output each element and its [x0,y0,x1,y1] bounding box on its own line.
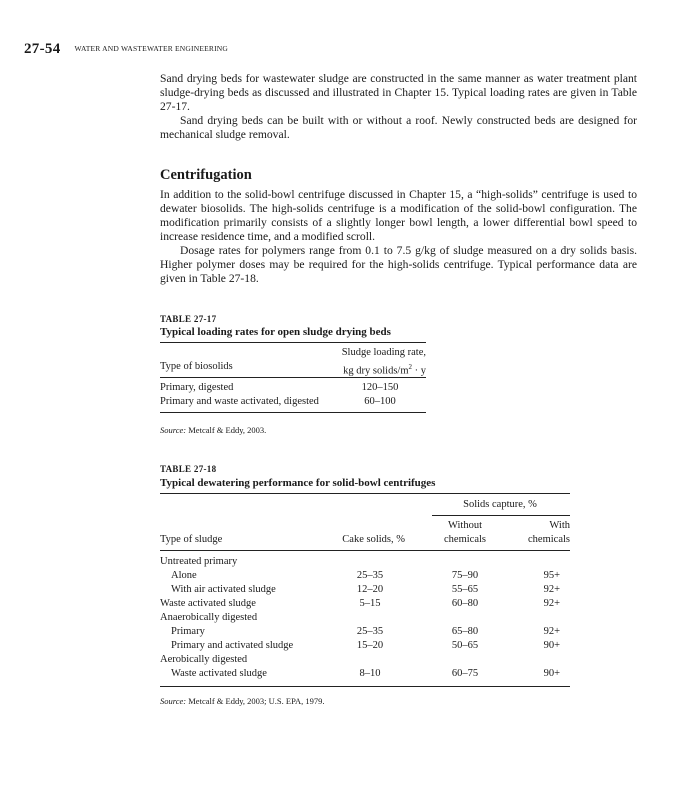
table-18-row-2-cake: 25–35 [356,570,384,581]
table-18-bottom-rule [160,686,570,687]
table-18-top-rule [160,493,570,494]
table-18-row-2-type: Alone [171,570,197,581]
table-18-row-9-cake: 8–10 [359,668,381,679]
table-18-col-without-header-1: Without [448,520,482,531]
table-18-source-label: Source: [160,696,187,706]
table-18-col-without-header-2: chemicals [444,534,486,545]
table-18-col-type-header: Type of sludge [160,534,223,545]
table-18-source-text: Metcalf & Eddy, 2003; U.S. EPA, 1979. [186,696,325,706]
table-18-row-1-type: Untreated primary [160,556,238,567]
table-18-header-rule [160,550,570,551]
table-17-col-type-header: Type of biosolids [160,361,233,372]
table-18-col-cake-header: Cake solids, % [342,534,405,545]
table-18-row-5-type: Anaerobically digested [160,612,258,623]
running-head: WATER AND WASTEWATER ENGINEERING [74,44,229,53]
centrifugation-paragraph-2: Dosage rates for polymers range from 0.1 to 7.5 g/kg of sludge measured on a dry solids basis. Higher polymer doses may be required for the high-solids centrifuge. Typical performance data are given in Table 27-18. [160,244,637,285]
table-17-col-rate-header-1: Sludge loading rate, [341,347,426,358]
table-17-row-2-rate: 60–100 [364,396,396,407]
intro-paragraph-2: Sand drying beds can be built with or without a roof. Newly constructed beds are designed for mechanical sludge removal. [160,114,637,141]
table-17-source [160,425,266,435]
table-18-row-6-cake: 25–35 [356,626,384,637]
table-18-span-header: Solids capture, % [463,499,537,510]
table-18-row-3-cake: 12–20 [356,584,384,595]
table-18-row-7-with: 90+ [543,640,560,651]
table-17-row-1-type: Primary, digested [160,382,234,393]
intro-text [160,72,637,142]
table-18-row-6-with: 92+ [543,626,560,637]
table-18-row-8-type: Aerobically digested [160,654,248,665]
section-title: Centrifugation [160,167,252,183]
table-18-row-2-with: 95+ [543,570,560,581]
table-18-row-4-with: 92+ [543,598,560,609]
table-18-row-7-without: 50–65 [451,640,479,651]
table-17-title: Typical loading rates for open sludge drying beds [160,326,391,338]
table-18-source [160,696,325,706]
table-18-row-2-without: 75–90 [451,570,479,581]
table-18-row-9-type: Waste activated sludge [171,668,267,679]
table-18-title: Typical dewatering performance for solid-bowl centrifuges [160,477,436,489]
table-18-row-3-with: 92+ [543,584,560,595]
intro-paragraph-1: Sand drying beds for wastewater sludge are constructed in the same manner as water treatment plant sludge-drying beds as discussed and illustrated in Chapter 15. Typical loading rates are given in Table 27-17. [160,72,637,113]
table-17-col-rate-header-2 [300,361,426,378]
table-18-row-4-cake: 5–15 [359,598,381,609]
table-17-rate-unit: kg dry solids/m [343,365,409,377]
table-18-row-6-without: 65–80 [451,626,479,637]
table-17-row-2-type: Primary and waste activated, digested [160,396,319,407]
table-18-row-7-type: Primary and activated sludge [171,640,294,651]
table-18-row-3-without: 55–65 [451,584,479,595]
table-17-top-rule [160,342,426,343]
page-header [24,40,228,56]
table-17-label: TABLE 27-17 [160,314,217,324]
table-18-row-9-without: 60–75 [451,668,479,679]
table-18-row-4-type: Waste activated sludge [160,598,256,609]
table-18-row-6-type: Primary [171,626,205,637]
table-18-span-rule [432,515,570,516]
table-18-label: TABLE 27-18 [160,464,217,474]
table-17-rate-per-year: · y [412,365,426,377]
table-17-bottom-rule [160,412,426,413]
table-17-row-1-rate: 120–150 [361,382,399,393]
table-18-row-9-with: 90+ [543,668,560,679]
page-number: 27-54 [24,41,61,57]
table-17-rate-exponent: 2 [408,363,412,371]
table-17-source-label: Source: [160,425,187,435]
table-18-col-with-header-1: With [549,520,570,531]
centrifugation-paragraph-1: In addition to the solid-bowl centrifuge discussed in Chapter 15, a “high-solids” centrifuge is used to dewater biosolids. The high-solids centrifuge is a modification of the solid-bowl configuration. The modification primarily consists of a slightly longer bowl length, a lower differential bowl speed to increase residence time, and a modified scroll. [160,188,637,243]
table-18-row-7-cake: 15–20 [356,640,384,651]
table-18-col-with-header-2: chemicals [528,534,570,545]
table-18-row-4-without: 60–80 [451,598,479,609]
centrifugation-text [160,188,637,286]
table-17-source-text: Metcalf & Eddy, 2003. [186,425,267,435]
table-17-header-rule [160,377,426,378]
table-18-row-3-type: With air activated sludge [171,584,276,595]
